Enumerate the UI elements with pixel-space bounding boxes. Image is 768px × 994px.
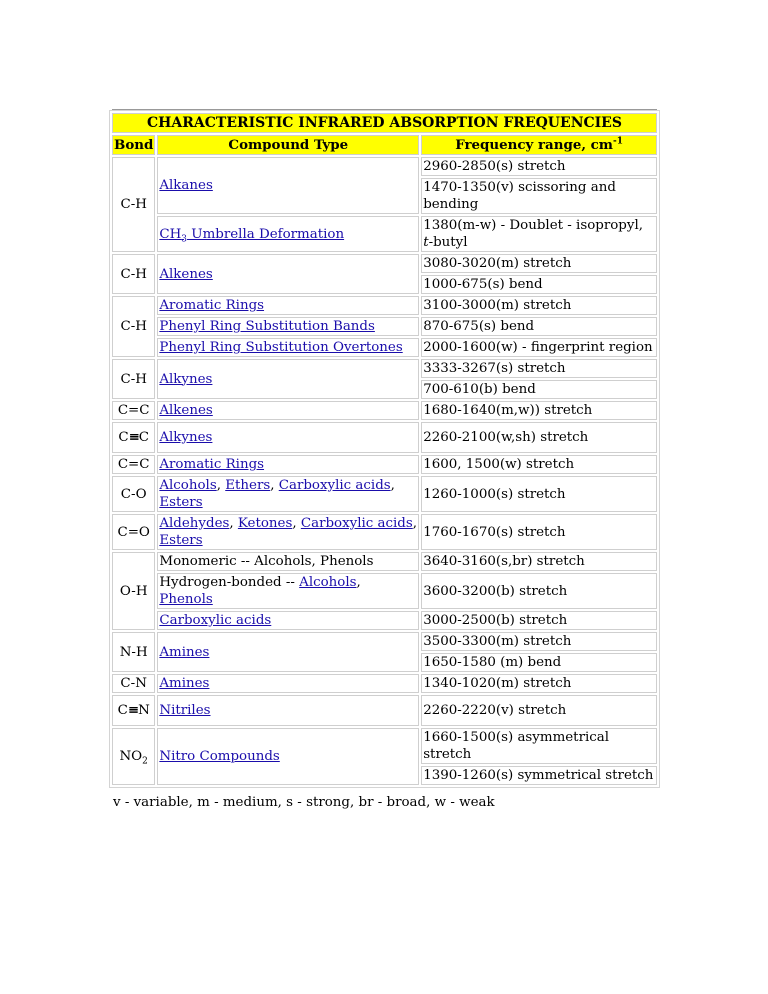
compound-cell xyxy=(157,455,419,474)
bond-atom: C xyxy=(117,703,128,718)
compound-cell: Hydrogen-bonded -- Alcohols, Phenols xyxy=(157,573,419,609)
link-carboxylic-acids[interactable]: Carboxylic acids xyxy=(300,516,413,531)
compound-cell xyxy=(157,296,419,315)
bond-cell: C=C xyxy=(112,401,155,420)
frequency-cell: 3080-3020(m) stretch xyxy=(421,254,657,273)
frequency-cell: 870-675(s) bend xyxy=(421,317,657,336)
link-alcohols[interactable]: Alcohols xyxy=(159,478,217,493)
ch3-subscript: 3 xyxy=(181,234,188,245)
compound-cell xyxy=(157,674,419,693)
link-esters[interactable]: Esters xyxy=(159,495,203,510)
frequency-cell: 2960-2850(s) stretch xyxy=(421,157,657,176)
link-aldehydes[interactable]: Aldehydes xyxy=(159,516,230,531)
compound-cell xyxy=(157,695,419,726)
link-alkanes[interactable]: Alkanes xyxy=(159,178,213,193)
bond-cell: C-H xyxy=(112,254,155,294)
link-aromatic-rings[interactable]: Aromatic Rings xyxy=(159,457,265,472)
umbrella-deformation-label: Umbrella Deformation xyxy=(187,226,345,242)
bond-cell xyxy=(112,422,155,453)
compound-cell: Monomeric -- Alcohols, Phenols xyxy=(157,552,419,571)
bond-atom: C xyxy=(138,430,150,445)
link-esters[interactable]: Esters xyxy=(159,533,203,548)
frequency-cell: 1650-1580 (m) bend xyxy=(421,653,657,672)
ir-frequency-table xyxy=(109,110,660,788)
frequency-cell: 3100-3000(m) stretch xyxy=(421,296,657,315)
table-title: CHARACTERISTIC INFRARED ABSORPTION FREQUENCIES xyxy=(112,113,657,133)
compound-cell xyxy=(157,401,419,420)
frequency-cell: 1340-1020(m) stretch xyxy=(421,674,657,693)
compound-cell xyxy=(157,422,419,453)
frequency-cell: 1260-1000(s) stretch xyxy=(421,476,657,512)
bond-cell: O-H xyxy=(112,552,155,630)
frequency-cell: 1680-1640(m,w)) stretch xyxy=(421,401,657,420)
frequency-cell: 1600, 1500(w) stretch xyxy=(421,455,657,474)
compound-cell xyxy=(157,359,419,399)
bond-cell: N-H xyxy=(112,632,155,672)
compound-cell: Aldehydes, Ketones, Carboxylic acids, Esters xyxy=(157,514,419,550)
header-frequency-label: Frequency range, cm xyxy=(455,136,613,153)
triple-bond-symbol: ≡ xyxy=(127,702,139,718)
frequency-cell: 1470-1350(v) scissoring and bending xyxy=(421,178,657,214)
header-bond: Bond xyxy=(112,135,155,155)
compound-cell xyxy=(157,632,419,672)
frequency-cell: 1000-675(s) bend xyxy=(421,275,657,294)
bond-cell xyxy=(112,728,155,785)
bond-cell: C=C xyxy=(112,455,155,474)
link-alkynes[interactable]: Alkynes xyxy=(159,430,213,445)
link-amines[interactable]: Amines xyxy=(159,644,210,660)
link-carboxylic-acids[interactable]: Carboxylic acids xyxy=(278,478,391,493)
compound-text: Hydrogen-bonded -- xyxy=(159,575,300,590)
frequency-cell: 1760-1670(s) stretch xyxy=(421,514,657,550)
link-amines[interactable]: Amines xyxy=(159,676,210,691)
header-compound-type: Compound Type xyxy=(157,135,419,155)
bond-cell: C-H xyxy=(112,296,155,357)
frequency-cell: 2260-2220(v) stretch xyxy=(421,695,657,726)
frequency-cell: 3500-3300(m) stretch xyxy=(421,632,657,651)
compound-cell xyxy=(157,611,419,630)
link-ethers[interactable]: Ethers xyxy=(225,478,271,493)
link-nitriles[interactable]: Nitriles xyxy=(159,703,211,718)
bond-atom: NO xyxy=(119,749,143,764)
link-phenyl-ring-substitution-bands[interactable]: Phenyl Ring Substitution Bands xyxy=(159,319,375,334)
link-carboxylic-acids[interactable]: Carboxylic acids xyxy=(159,613,272,628)
frequency-cell: 3600-3200(b) stretch xyxy=(421,573,657,609)
bond-cell: C-H xyxy=(112,157,155,252)
bond-cell: C-N xyxy=(112,674,155,693)
compound-cell xyxy=(157,338,419,357)
bond-cell: C-O xyxy=(112,476,155,512)
link-aromatic-rings[interactable]: Aromatic Rings xyxy=(159,298,265,313)
bond-atom: C xyxy=(118,430,129,445)
compound-cell xyxy=(157,157,419,214)
link-alkenes[interactable]: Alkenes xyxy=(159,266,213,282)
frequency-cell: 1390-1260(s) symmetrical stretch xyxy=(421,766,657,785)
frequency-text-tail: -butyl xyxy=(428,235,468,250)
header-frequency-unit-exponent: -1 xyxy=(612,136,623,147)
link-ch3-umbrella-deformation[interactable] xyxy=(159,226,345,245)
header-frequency-range xyxy=(421,135,657,155)
frequency-cell: 3000-2500(b) stretch xyxy=(421,611,657,630)
compound-cell: Alcohols, Ethers, Carboxylic acids, Esters xyxy=(157,476,419,512)
link-phenyl-ring-substitution-overtones[interactable]: Phenyl Ring Substitution Overtones xyxy=(159,340,403,355)
abbreviation-legend: v - variable, m - medium, s - strong, br - broad, w - weak xyxy=(113,795,495,810)
frequency-cell: 3640-3160(s,br) stretch xyxy=(421,552,657,571)
triple-bond-symbol: ≡ xyxy=(128,429,139,445)
compound-cell xyxy=(157,216,419,252)
frequency-text: 1380(m-w) - Doublet - isopropyl, xyxy=(423,218,643,233)
ch3-formula: CH xyxy=(159,226,182,242)
bond-subscript: 2 xyxy=(142,756,148,767)
bond-cell xyxy=(112,695,155,726)
frequency-cell: 700-610(b) bend xyxy=(421,380,657,399)
link-alcohols[interactable]: Alcohols xyxy=(299,575,357,590)
link-alkynes[interactable]: Alkynes xyxy=(159,371,213,387)
link-ketones[interactable]: Ketones xyxy=(237,516,293,531)
compound-cell xyxy=(157,317,419,336)
compound-cell xyxy=(157,728,419,785)
frequency-cell xyxy=(421,216,657,252)
frequency-cell: 3333-3267(s) stretch xyxy=(421,359,657,378)
link-alkenes[interactable]: Alkenes xyxy=(159,403,213,418)
frequency-cell: 2260-2100(w,sh) stretch xyxy=(421,422,657,453)
bond-cell: C-H xyxy=(112,359,155,399)
link-nitro-compounds[interactable]: Nitro Compounds xyxy=(159,749,280,764)
bond-cell: C=O xyxy=(112,514,155,550)
frequency-cell: 2000-1600(w) - fingerprint region xyxy=(421,338,657,357)
link-phenols[interactable]: Phenols xyxy=(159,592,213,607)
compound-cell xyxy=(157,254,419,294)
frequency-italic: t xyxy=(423,235,429,250)
frequency-cell: 1660-1500(s) asymmetrical stretch xyxy=(421,728,657,764)
bond-atom: N xyxy=(138,703,150,718)
